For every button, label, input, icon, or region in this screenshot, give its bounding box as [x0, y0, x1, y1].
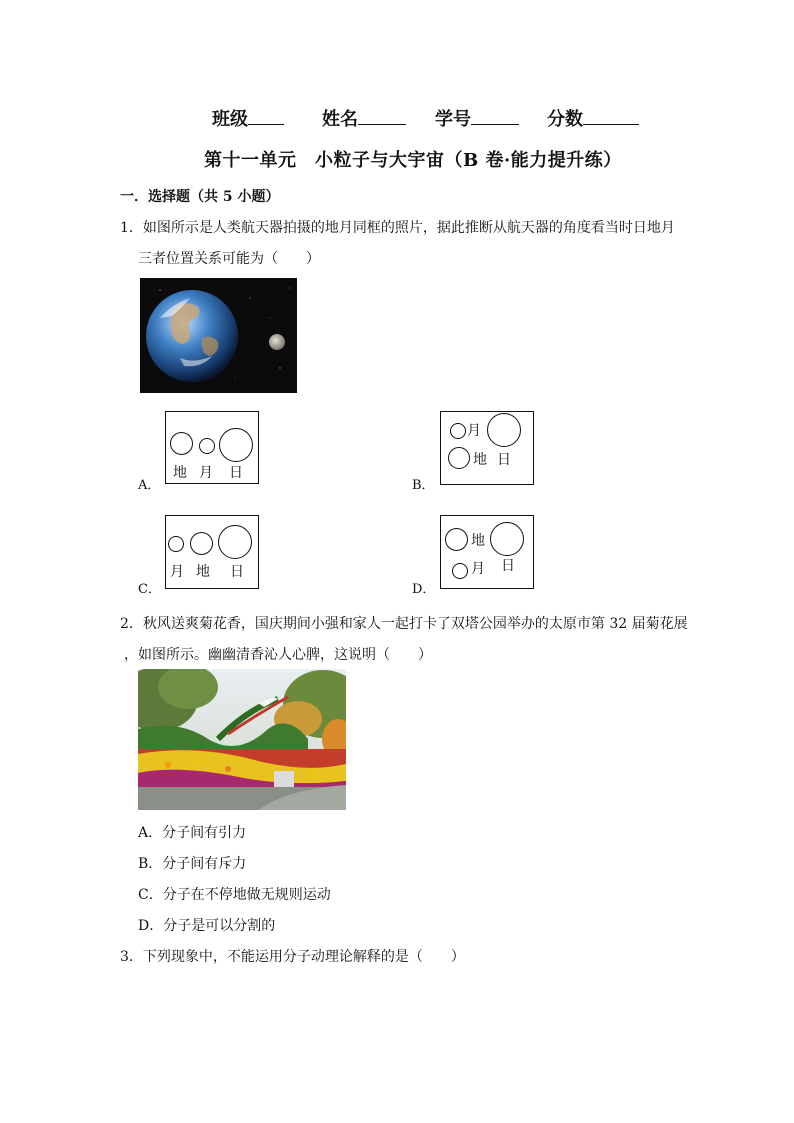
- option-a-letter[interactable]: A．: [138, 478, 161, 493]
- moon-label: 月: [467, 423, 481, 439]
- moon-label: 月: [170, 564, 184, 580]
- sun-label: 日: [229, 465, 243, 481]
- option-a-diagram[interactable]: [165, 411, 259, 484]
- option-d-diagram[interactable]: [440, 515, 534, 589]
- earth-icon: [146, 290, 238, 382]
- moon-circle: [450, 423, 466, 439]
- name-field: [322, 104, 406, 131]
- earth-circle: [170, 432, 193, 455]
- sun-circle: [218, 525, 252, 559]
- name-blank: [358, 104, 406, 125]
- chrysanthemum-exhibition-photo: [138, 669, 346, 810]
- student-id-label: 学号: [435, 109, 471, 130]
- q2-option-b[interactable]: B．分子间有斥力: [138, 856, 247, 872]
- option-c-diagram[interactable]: [165, 515, 259, 589]
- score-field: [547, 104, 639, 131]
- score-label: 分数: [547, 109, 583, 130]
- moon-circle: [199, 438, 215, 454]
- q2-option-a[interactable]: A．分子间有引力: [138, 825, 247, 841]
- moon-circle: [168, 536, 184, 552]
- class-blank: [248, 104, 284, 125]
- earth-moon-illustration: [140, 278, 297, 393]
- class-field: [212, 104, 284, 131]
- earth-moon-photo: [140, 278, 297, 393]
- moon-circle: [452, 563, 468, 579]
- earth-label: 地: [473, 452, 487, 468]
- page-title: 第十一单元 小粒子与大宇宙（B 卷·能力提升练）: [204, 150, 622, 171]
- earth-label: 地: [471, 533, 485, 549]
- question-2-line-1: 2．秋风送爽菊花香，国庆期间小强和家人一起打卡了双塔公园举办的太原市第 32 届菊花展: [120, 616, 688, 632]
- option-b-letter[interactable]: B．: [412, 478, 435, 493]
- option-d-letter[interactable]: D．: [412, 582, 436, 597]
- sun-circle: [219, 428, 253, 462]
- question-1-line-2: 三者位置关系可能为（ ）: [138, 251, 320, 267]
- section-heading: 一．选择题（共 5 小题）: [120, 189, 280, 205]
- student-info-row: [0, 104, 794, 132]
- question-2-line-2: ，如图所示。幽幽清香沁人心脾，这说明（ ）: [124, 647, 432, 663]
- earth-circle: [445, 528, 468, 551]
- sun-circle: [487, 413, 521, 447]
- q2-option-c[interactable]: C．分子在不停地做无规则运动: [138, 887, 331, 903]
- q2-option-d[interactable]: D．分子是可以分割的: [138, 918, 276, 934]
- question-1-line-1: 1．如图所示是人类航天器拍摄的地月同框的照片，据此推断从航天器的角度看当时日地月: [120, 220, 675, 236]
- sun-label: 日: [497, 452, 511, 468]
- earth-circle: [190, 532, 213, 555]
- sun-label: 日: [230, 564, 244, 580]
- earth-circle: [448, 447, 470, 469]
- moon-label: 月: [199, 465, 213, 481]
- moon-label: 月: [471, 561, 485, 577]
- sun-circle: [490, 522, 524, 556]
- student-id-field: [435, 104, 519, 131]
- option-c-letter[interactable]: C．: [138, 582, 161, 597]
- moon-icon: [269, 334, 285, 350]
- class-label: 班级: [212, 109, 248, 130]
- student-id-blank: [471, 104, 519, 125]
- earth-label: 地: [173, 465, 187, 481]
- sun-label: 日: [501, 558, 515, 574]
- score-blank: [583, 104, 639, 125]
- option-b-diagram[interactable]: [440, 411, 534, 485]
- earth-label: 地: [196, 564, 210, 580]
- question-3-line-1: 3．下列现象中，不能运用分子动理论解释的是（ ）: [120, 949, 465, 965]
- chrysanthemum-scene: [138, 669, 346, 810]
- name-label: 姓名: [322, 109, 358, 130]
